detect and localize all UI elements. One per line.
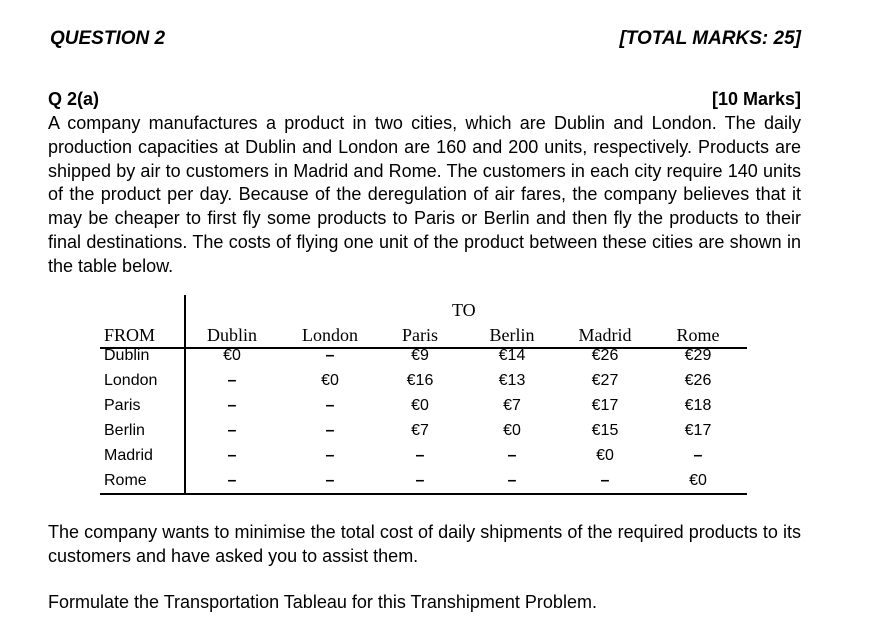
part-marks: [10 Marks]	[711, 89, 801, 109]
table-cell: –	[325, 472, 335, 489]
table-cell: €27	[591, 372, 619, 389]
row-label: Rome	[104, 472, 147, 489]
table-cell: –	[600, 472, 610, 489]
row-label: Dublin	[104, 347, 150, 364]
cost-table	[100, 295, 750, 497]
table-cell: –	[227, 397, 237, 414]
row-label: Madrid	[104, 447, 153, 464]
table-cell: –	[507, 447, 517, 464]
table-cell: –	[227, 472, 237, 489]
table-cell: €0	[596, 447, 614, 464]
table-cell: €9	[411, 347, 429, 364]
column-header: Dublin	[206, 325, 258, 345]
table-cell: –	[415, 472, 425, 489]
part-label: Q 2(a)	[48, 89, 100, 109]
column-header: Berlin	[489, 325, 535, 345]
table-cell: €7	[411, 422, 429, 439]
row-label: London	[104, 372, 158, 389]
table-cell: –	[507, 472, 517, 489]
table-cell: €0	[223, 347, 241, 364]
table-cell: –	[227, 447, 237, 464]
task-paragraph: Formulate the Transportation Tableau for this Transhipment Problem.	[48, 592, 597, 612]
column-header: Rome	[676, 325, 720, 345]
row-label: Berlin	[104, 422, 145, 439]
table-cell: –	[325, 347, 335, 364]
table-cell: €15	[591, 422, 619, 439]
goal-paragraph: The company wants to minimise the total cost of daily shipments of the required products to its customers and have asked you to assist them.	[48, 522, 801, 566]
table-cell: –	[227, 422, 237, 439]
table-cell: –	[325, 397, 335, 414]
table-cell: €18	[684, 397, 712, 414]
table-cell: €0	[411, 397, 429, 414]
table-cell: €17	[591, 397, 619, 414]
table-cell: €16	[406, 372, 434, 389]
table-cell: –	[325, 422, 335, 439]
table-cell: –	[227, 372, 237, 389]
total-marks: [TOTAL MARKS: 25]	[619, 28, 801, 49]
table-cell: €7	[503, 397, 521, 414]
table-cell: –	[415, 447, 425, 464]
part-heading	[48, 89, 801, 110]
table-cell: €14	[498, 347, 526, 364]
table-cell: €26	[591, 347, 619, 364]
table-vertical-rule	[184, 295, 186, 495]
to-label: TO	[452, 300, 476, 320]
from-label: FROM	[104, 325, 156, 345]
column-header: London	[302, 325, 358, 345]
table-cell: €0	[321, 372, 339, 389]
table-cell: €13	[498, 372, 526, 389]
table-cell: €0	[503, 422, 521, 439]
table-cell: €26	[684, 372, 712, 389]
column-header: Madrid	[578, 325, 632, 345]
table-cell: –	[325, 447, 335, 464]
column-header: Paris	[402, 325, 438, 345]
table-bottom-rule	[100, 493, 747, 495]
table-cell: –	[693, 447, 703, 464]
table-cell: €29	[684, 347, 712, 364]
intro-paragraph: A company manufactures a product in two cities, which are Dublin and London. The daily production capacities at Dublin and London are 160 and 200 units, respectively. Products are shipped by air to customers in Madrid and Rome. The customers in each city require 140 units of the product per day. Because of the deregulation of air fares, the company believes that it may be cheaper to first fly some products to Paris or Berlin and then fly the products to their final destinations. The costs of flying one unit of the product between these cities are shown in the table below.	[48, 113, 801, 276]
table-cell: €0	[689, 472, 707, 489]
table-cell: €17	[684, 422, 712, 439]
row-label: Paris	[104, 397, 141, 414]
question-heading: QUESTION 2	[50, 28, 166, 49]
